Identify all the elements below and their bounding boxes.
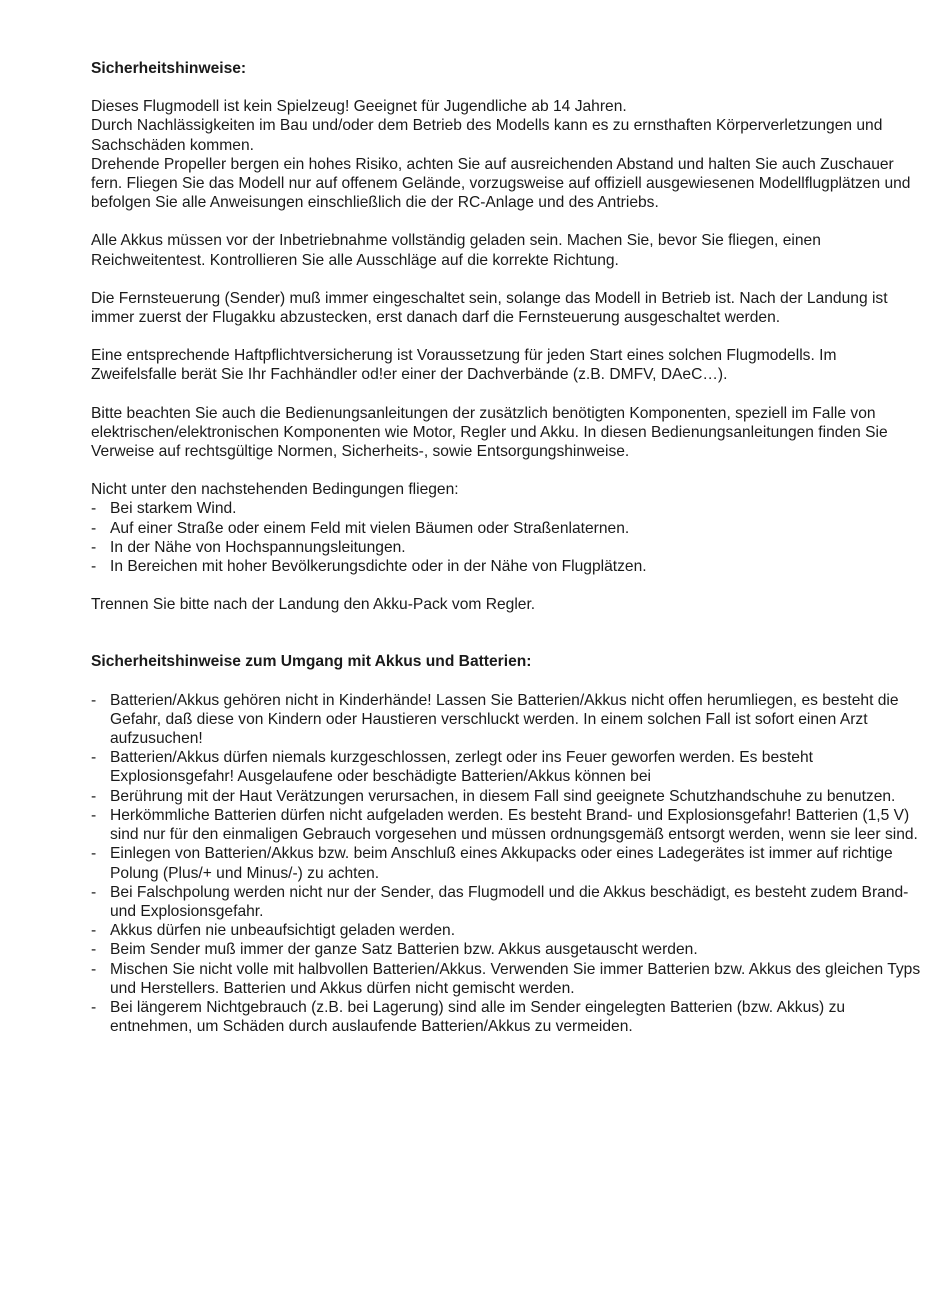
- list-item: [91, 998, 926, 1036]
- dash-bullet: -: [91, 883, 97, 901]
- section-heading-safety: Sicherheitshinweise:: [91, 60, 247, 77]
- conditions-list: [91, 499, 926, 576]
- dash-bullet: -: [91, 558, 97, 576]
- list-item-text: Bei Falschpolung werden nicht nur der Sender, das Flugmodell und die Akkus beschädigt, es besteht zudem Brand- und Explosionsgefahr.: [110, 883, 909, 920]
- paragraph-akkus-charged: Alle Akkus müssen vor der Inbetriebnahme vollständig geladen sein. Machen Sie, bevor Sie fliegen, einen Reichweitentest. Kontrollieren Sie alle Ausschläge auf die korrekte Richtung.: [91, 232, 821, 269]
- list-item-text: Mischen Sie nicht volle mit halbvollen Batterien/Akkus. Verwenden Sie immer Batterien bzw. Akkus des gleichen Typs und Herstellers. Batterien und Akkus dürfen nicht gemischt werden.: [110, 960, 921, 997]
- paragraph-intro-propeller: Drehende Propeller bergen ein hohes Risiko, achten Sie auf ausreichenden Abstand und halten Sie auch Zuschauer fern. Fliegen Sie das Modell nur auf offenem Gelände, vorzugsweise auf offiziell ausgewiesenen Modellflugplätzen und befolgen Sie alle Anweisungen einschließlich die der RC-Anlage und des Antriebs.: [91, 155, 911, 212]
- paragraph-transmitter: Die Fernsteuerung (Sender) muß immer eingeschaltet sein, solange das Modell in Betrieb ist. Nach der Landung ist immer zuerst der Flugakku abzustecken, erst danach darf die Fernsteuerung ausgeschaltet werden.: [91, 289, 888, 327]
- list-item: [91, 538, 926, 557]
- section-heading-batteries: Sicherheitshinweise zum Umgang mit Akkus und Batterien:: [91, 653, 532, 671]
- dash-bullet: -: [91, 749, 97, 767]
- paragraph-insurance: Eine entsprechende Haftpflichtversicherung ist Voraussetzung für jeden Start eines solchen Flugmodells. Im Zweifelsfalle berät Sie Ihr Fachhändler od!er einer der Dachverbände (z.B. DMFV, DAeC…).: [91, 347, 837, 384]
- paragraph-manuals: Bitte beachten Sie auch die Bedienungsanleitungen der zusätzlich benötigten Komponenten, speziell im Falle von elektrischen/elektronischen Komponenten wie Motor, Regler und Akku. In diesen Bedienungsanleitungen finden Sie Verweise auf rechtsgültige Normen, Sicherheits-, sowie Entsorgungshinweise.: [91, 404, 888, 461]
- list-item-text: Bei starkem Wind.: [110, 500, 237, 518]
- document-page: [91, 59, 926, 1036]
- list-item-text: Berührung mit der Haut Verätzungen verursachen, in diesem Fall sind geeignete Schutzhandschuhe zu benutzen.: [110, 787, 896, 805]
- list-item: [91, 691, 926, 749]
- list-item: [91, 940, 926, 959]
- list-item-text: Beim Sender muß immer der ganze Satz Batterien bzw. Akkus ausgetauscht werden.: [110, 941, 698, 959]
- dash-bullet: -: [91, 806, 97, 824]
- list-item-text: In Bereichen mit hoher Bevölkerungsdichte oder in der Nähe von Flugplätzen.: [110, 558, 647, 576]
- list-item-text: Herkömmliche Batterien dürfen nicht aufgeladen werden. Es besteht Brand- und Explosionsgefahr! Batterien (1,5 V) sind nur für den einmaligen Gebrauch vorgesehen und müssen ordnungsgemäß entsorgt werden, wenn sie leer sind.: [110, 806, 918, 844]
- dash-bullet: -: [91, 941, 97, 959]
- list-item-text: Akkus dürfen nie unbeaufsichtigt geladen werden.: [110, 922, 456, 940]
- dash-bullet: -: [91, 960, 97, 978]
- list-item-text: Batterien/Akkus dürfen niemals kurzgeschlossen, zerlegt oder ins Feuer geworfen werden. Es besteht Explosionsgefahr! Ausgelaufene oder beschädigte Batterien/Akkus können bei: [110, 749, 813, 786]
- dash-bullet: -: [91, 538, 97, 556]
- list-item: [91, 883, 926, 921]
- list-item: [91, 519, 926, 538]
- list-item: [91, 557, 926, 576]
- list-item-text: Batterien/Akkus gehören nicht in Kinderhände! Lassen Sie Batterien/Akkus nicht offen herumliegen, es besteht die Gefahr, daß diese von Kindern oder Haustieren verschluckt werden. In einem solchen Fall ist sofort einen Arzt aufzusuchen!: [110, 691, 899, 748]
- battery-safety-list: [91, 691, 926, 1037]
- list-item-text: Auf einer Straße oder einem Feld mit vielen Bäumen oder Straßenlaternen.: [110, 519, 630, 537]
- dash-bullet: -: [91, 787, 97, 805]
- dash-bullet: -: [91, 845, 97, 863]
- paragraph-intro-toy: Dieses Flugmodell ist kein Spielzeug! Geeignet für Jugendliche ab 14 Jahren.: [91, 98, 627, 116]
- paragraph-disconnect: Trennen Sie bitte nach der Landung den Akku-Pack vom Regler.: [91, 596, 536, 614]
- list-item: [91, 921, 926, 940]
- dash-bullet: -: [91, 998, 97, 1016]
- dash-bullet: -: [91, 519, 97, 537]
- dash-bullet: -: [91, 691, 97, 709]
- list-item: [91, 499, 926, 518]
- list-item-text: In der Nähe von Hochspannungsleitungen.: [110, 538, 406, 556]
- conditions-intro: Nicht unter den nachstehenden Bedingungen fliegen:: [91, 481, 459, 499]
- paragraph-intro-negligence: Durch Nachlässigkeiten im Bau und/oder dem Betrieb des Modells kann es zu ernsthaften Körperverletzungen und Sachschäden kommen.: [91, 117, 883, 154]
- list-item: [91, 748, 926, 786]
- dash-bullet: -: [91, 500, 97, 518]
- dash-bullet: -: [91, 922, 97, 940]
- list-item: [91, 787, 926, 806]
- list-item: [91, 960, 926, 998]
- list-item-text: Einlegen von Batterien/Akkus bzw. beim Anschluß eines Akkupacks oder eines Ladegerätes ist immer auf richtige Polung (Plus/+ und Minus/-) zu achten.: [110, 845, 893, 882]
- list-item: [91, 844, 926, 882]
- list-item: [91, 806, 926, 844]
- list-item-text: Bei längerem Nichtgebrauch (z.B. bei Lagerung) sind alle im Sender eingelegten Batterien (bzw. Akkus) zu entnehmen, um Schäden durch auslaufende Batterien/Akkus zu vermeiden.: [110, 998, 846, 1036]
